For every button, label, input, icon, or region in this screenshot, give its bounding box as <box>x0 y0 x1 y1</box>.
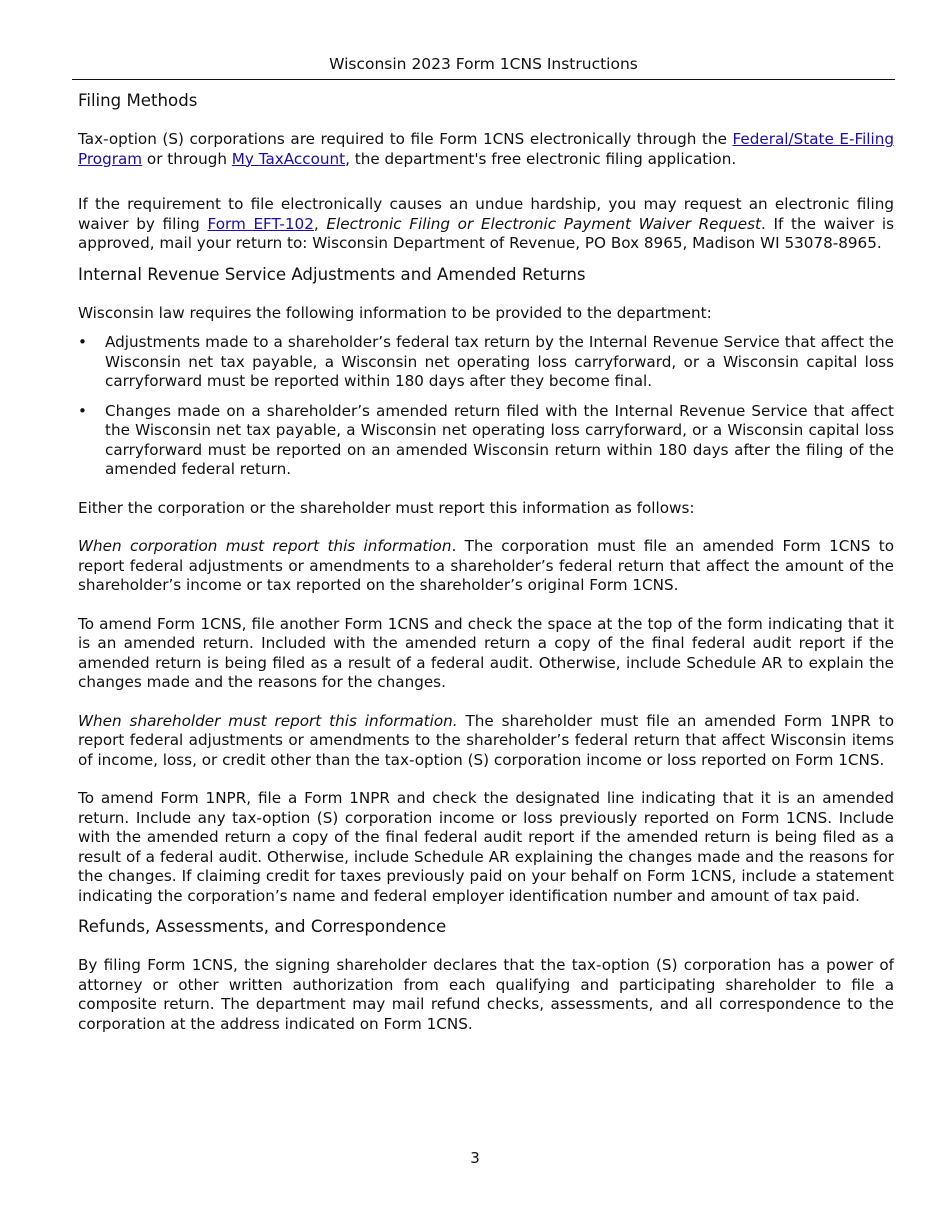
page-header-title: Wisconsin 2023 Form 1CNS Instructions <box>329 55 638 73</box>
text-span: The shareholder must file an amended Form 1NPR to report federal adjustments or amendments to the shareholder’s federal return that affect Wisconsin items of income, loss, or credit other than the tax-option (S) corporation income or loss reported on Form 1CNS. <box>78 711 894 769</box>
header-divider <box>72 79 895 80</box>
bullet-icon: • <box>78 333 87 351</box>
section-heading-refunds: Refunds, Assessments, and Correspondence <box>78 917 447 936</box>
corporation-report-paragraph <box>78 537 894 596</box>
amend-1cns-paragraph: To amend Form 1CNS, file another Form 1CNS and check the space at the top of the form indicating that it is an amended return. Included with the amended return a copy of the final federal audit report if the amended return is being filed as a result of a federal audit. Otherwise, include Schedule AR to explain the changes made and the reasons for the changes. <box>78 614 894 691</box>
amend-1npr-paragraph: To amend Form 1NPR, file a Form 1NPR and check the designated line indicating that it is an amended return. Include any tax-option (S) corporation income or loss previously reported on Form 1CNS. Include with the amended return a copy of the final federal audit report if the amended return is being filed as a result of a federal audit. Otherwise, include Schedule AR explaining the changes made and the reasons for the changes. If claiming credit for taxes previously paid on your behalf on Form 1CNS, include a statement indicating the corporation’s name and federal employer identification number and amount of tax paid. <box>78 789 894 905</box>
shareholder-report-lead: When shareholder must report this information. <box>78 711 458 730</box>
corporation-report-lead: When corporation must report this information <box>78 537 452 555</box>
list-item <box>78 402 894 480</box>
text-span: or through <box>142 149 232 168</box>
form-eft-102-link[interactable]: Form EFT-102 <box>207 214 314 233</box>
text-span: , the department's free electronic filing application. <box>345 149 737 168</box>
list-item-text: Changes made on a shareholder’s amended return filed with the Internal Revenue Service that affect the Wisconsin net tax payable, a Wisconsin net operating loss carryforward, or a Wisconsin capital loss carryforward must be reported on an amended Wisconsin return within 180 days after the filing of the amended federal return. <box>105 401 894 478</box>
section-heading-filing-methods: Filing Methods <box>78 91 198 110</box>
text-span: . If the waiver is approved, mail your return to: Wisconsin Department of Revenue, PO Box 8965, Madison WI 53078-8965. <box>78 214 895 252</box>
shareholder-report-paragraph <box>78 712 894 771</box>
text-span: , <box>313 214 327 233</box>
bullet-icon: • <box>78 401 87 420</box>
irs-intro-paragraph: Wisconsin law requires the following information to be provided to the department: <box>78 303 712 322</box>
filing-methods-paragraph-2 <box>78 195 894 254</box>
list-item <box>78 333 894 392</box>
filing-methods-paragraph-1 <box>78 130 894 169</box>
text-span: Tax-option (S) corporations are required to file Form 1CNS electronically through the <box>78 130 733 148</box>
requirements-list <box>78 333 894 480</box>
text-span: . The corporation must file an amended Form 1CNS to report federal adjustments or amendments to a shareholder’s federal return that affect the amount of the shareholder’s income or tax reported on the shareholder’s original Form 1CNS. <box>78 537 894 594</box>
page-number: 3 <box>470 1149 480 1167</box>
text-span: If the requirement to file electronically causes an undue hardship, you may request an electronic filing waiver by filing <box>78 195 894 233</box>
section-heading-irs-adjustments: Internal Revenue Service Adjustments and Amended Returns <box>78 264 586 284</box>
list-item-text: Adjustments made to a shareholder’s federal tax return by the Internal Revenue Service that affect the Wisconsin net tax payable, a Wisconsin net operating loss carryforward, or a Wisconsin capital loss carryforward must be reported within 180 days after they become final. <box>105 333 894 390</box>
federal-state-efiling-link[interactable]: Federal/State E-Filing Program <box>78 130 894 168</box>
document-body <box>78 90 894 1034</box>
refunds-paragraph: By filing Form 1CNS, the signing shareholder declares that the tax-option (S) corporation has a power of attorney or other written authorization from each qualifying and participating shareholder to file a composite return. The department may mail refund checks, assessments, and all correspondence to the corporation at the address indicated on Form 1CNS. <box>78 956 894 1033</box>
waiver-request-title: Electronic Filing or Electronic Payment Waiver Request <box>326 214 762 233</box>
either-paragraph: Either the corporation or the shareholder must report this information as follows: <box>78 498 695 517</box>
my-taxaccount-link[interactable]: My TaxAccount <box>231 149 346 168</box>
